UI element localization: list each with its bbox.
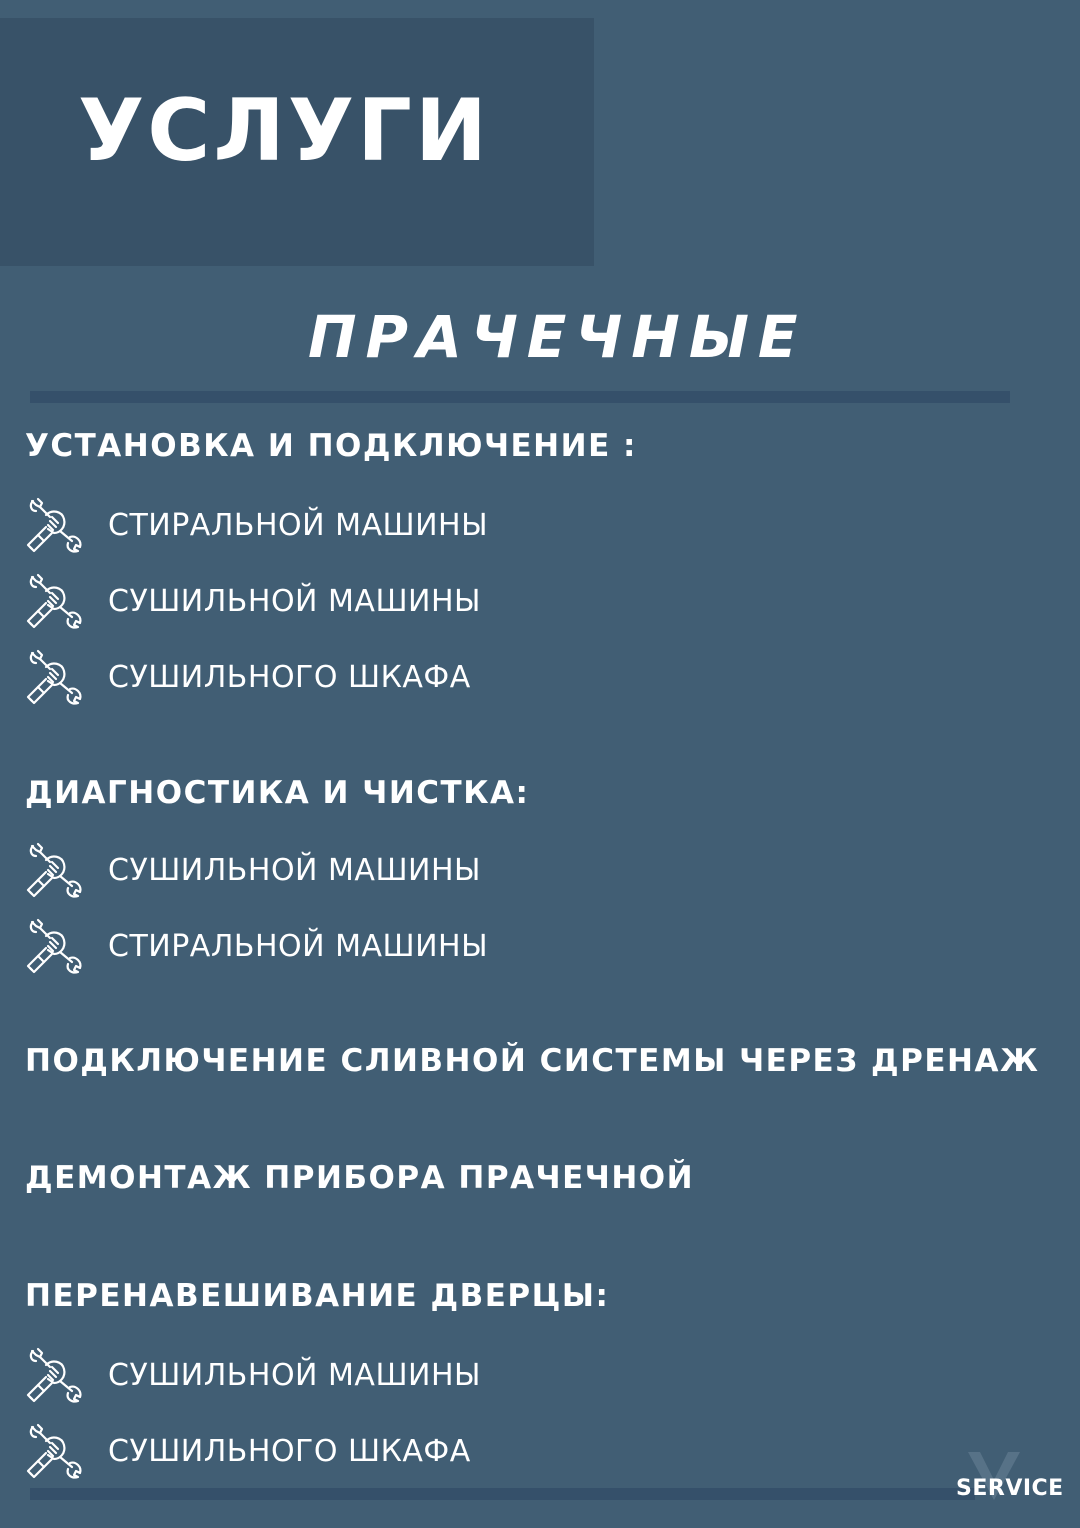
list-item [24,494,489,556]
list-item [24,839,481,901]
list-item-label: СУШИЛЬНОЙ МАШИНЫ [108,852,481,888]
top-divider [30,391,1010,403]
wrench-hand-icon [24,916,84,976]
list-item [24,1344,481,1406]
brand-logo [950,1448,1070,1508]
wrench-hand-icon [24,571,84,631]
wrench-hand-icon [24,1421,84,1481]
section-heading-drain: ПОДКЛЮЧЕНИЕ СЛИВНОЙ СИСТЕМЫ ЧЕРЕЗ ДРЕНАЖ [25,1043,1040,1079]
bottom-divider [30,1488,975,1500]
wrench-hand-icon [24,840,84,900]
list-item [24,1420,471,1482]
wrench-hand-icon [24,1345,84,1405]
section-heading-dismantling: ДЕМОНТАЖ ПРИБОРА ПРАЧЕЧНОЙ [25,1160,695,1196]
section-heading-diagnostics: ДИАГНОСТИКА И ЧИСТКА: [25,775,530,811]
page-subtitle: ПРАЧЕЧНЫЕ [308,303,807,371]
section-heading-installation: УСТАНОВКА И ПОДКЛЮЧЕНИЕ : [25,428,637,464]
list-item-label: СТИРАЛЬНОЙ МАШИНЫ [108,928,489,964]
list-item [24,646,471,708]
list-item-label: СУШИЛЬНОГО ШКАФА [108,659,471,695]
list-item [24,915,489,977]
page-title: УСЛУГИ [78,81,490,181]
wrench-hand-icon [24,495,84,555]
list-item-label: СТИРАЛЬНОЙ МАШИНЫ [108,507,489,543]
wrench-hand-icon [24,647,84,707]
list-item [24,570,481,632]
list-item-label: СУШИЛЬНОГО ШКАФА [108,1433,471,1469]
list-item-label: СУШИЛЬНОЙ МАШИНЫ [108,583,481,619]
brand-text: SERVICE [956,1476,1064,1501]
list-item-label: СУШИЛЬНОЙ МАШИНЫ [108,1357,481,1393]
section-heading-door: ПЕРЕНАВЕШИВАНИЕ ДВЕРЦЫ: [25,1278,610,1314]
